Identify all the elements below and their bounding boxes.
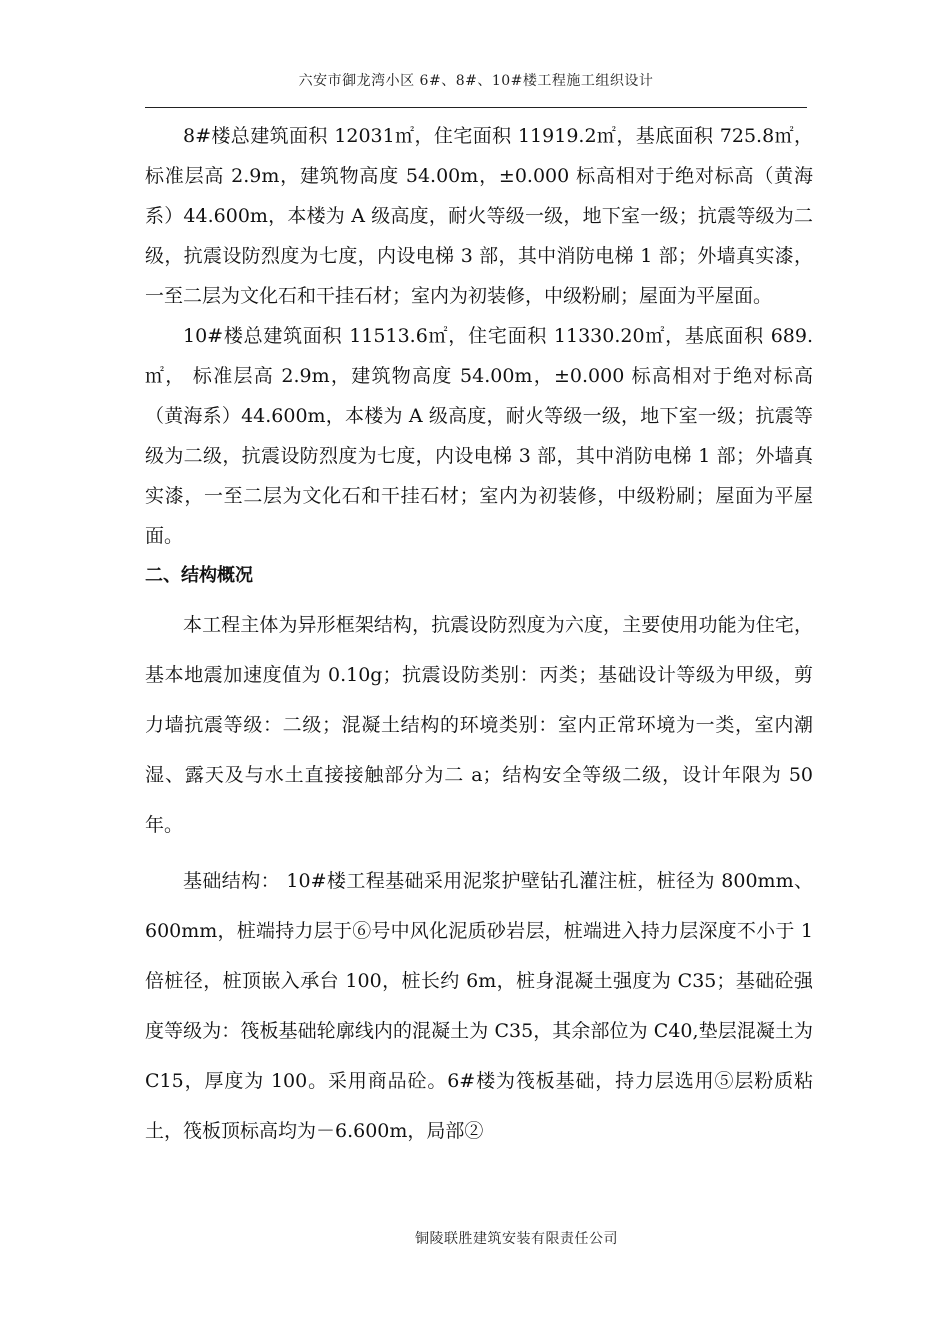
paragraph-building-8: 8#楼总建筑面积 12031㎡，住宅面积 11919.2㎡，基底面积 725.8㎡， 标准层高 2.9m，建筑物高度 54.00m，±0.000 标高相对于绝对标高（黄海系）44.600m，本楼为 A 级高度，耐火等级一级，地下室一级；抗震等级为二级，抗震设防烈度为七度，内设电梯 3 部，其中消防电梯 1 部；外墙真实漆，一至二层为文化石和干挂石材；室内为初装修，中级粉刷；屋面为平屋面。 xyxy=(145,125,813,307)
paragraph-building-10: 10#楼总建筑面积 11513.6㎡，住宅面积 11330.20㎡，基底面积 689.㎡， 标准层高 2.9m，建筑物高度 54.00m，±0.000 标高相对于绝对标高（黄海系）44.600m，本楼为 A 级高度，耐火等级一级，地下室一级；抗震等级为二级，抗震设防烈度为七度，内设电梯 3 部，其中消防电梯 1 部；外墙真实漆，一至二层为文化石和干挂石材；室内为初装修，中级粉刷；屋面为平屋面。 xyxy=(145,325,813,547)
header-divider xyxy=(145,107,807,108)
paragraph-structure-overview: 本工程主体为异形框架结构，抗震设防烈度为六度，主要使用功能为住宅，基本地震加速度值为 0.10g；抗震设防类别：丙类；基础设计等级为甲级，剪力墙抗震等级：二级；混凝土结构的环境类别：室内正常环境为一类，室内潮湿、露天及与水土直接接触部分为二 a；结构安全等级二级，设计年限为 50 年。 xyxy=(145,614,813,836)
page-header-title: 六安市御龙湾小区 6#、8#、10#楼工程施工组织设计 xyxy=(298,73,654,89)
document-body xyxy=(145,116,813,1156)
page-footer-company: 铜陵联胜建筑安装有限责任公司 xyxy=(415,1231,618,1247)
paragraph-foundation-structure: 基础结构： 10#楼工程基础采用泥浆护壁钻孔灌注桩，桩径为 800mm、600mm，桩端持力层于⑥号中风化泥质砂岩层，桩端进入持力层深度不小于 1 倍桩径，桩顶嵌入承台 100，桩长约 6m，桩身混凝土强度为 C35；基础砼强度等级为：筏板基础轮廓线内的混凝土为 C35，其余部位为 C40,垫层混凝土为 C15，厚度为 100。采用商品砼。6#楼为筏板基础，持力层选用⑤层粉质粘土，筏板顶标高均为－6.600m，局部② xyxy=(145,870,813,1142)
section-heading-structure: 二、结构概况 xyxy=(145,565,253,586)
